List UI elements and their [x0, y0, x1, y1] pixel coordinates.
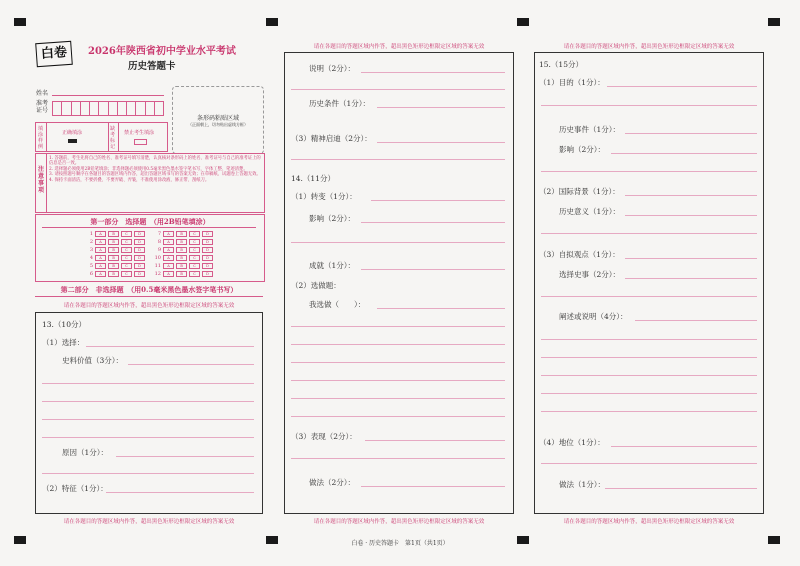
choice-option-bubble[interactable]: C — [121, 247, 132, 253]
choice-question-number: 6 — [89, 271, 93, 277]
page-footer: 白卷 · 历史答题卡 第1页（共1页） — [351, 540, 449, 547]
choice-option-bubble[interactable]: C — [189, 239, 200, 245]
choice-question-row — [86, 255, 145, 261]
choice-option-bubble[interactable]: A — [95, 271, 106, 277]
choice-option-bubble[interactable]: C — [121, 239, 132, 245]
choice-option-bubble[interactable]: A — [95, 255, 106, 261]
area-warning: 请在各题目的答题区域内作答，超出黑色矩形边框限定区域的答案无效 — [63, 519, 235, 525]
barcode-note: （正面朝上，切勿贴出虚线方框） — [188, 122, 248, 127]
q15-4-method-label: 做法（1分）： — [559, 480, 606, 489]
absent-note: 禁止考生填涂 — [124, 130, 155, 136]
q13-2-explain-label: 说明（2分）： — [309, 64, 356, 73]
choice-option-bubble[interactable]: A — [163, 263, 174, 269]
choice-question-row — [86, 239, 145, 245]
choice-option-bubble[interactable]: A — [95, 231, 106, 237]
q13-2-history-label: 历史条件（1分）： — [309, 99, 371, 108]
choice-option-bubble[interactable]: C — [189, 231, 200, 237]
q14-2-label: （2）选做题： — [291, 281, 341, 290]
timing-mark — [14, 536, 26, 544]
timing-mark — [266, 536, 278, 544]
choice-option-bubble[interactable]: D — [134, 231, 145, 237]
choice-option-bubble[interactable]: C — [121, 271, 132, 277]
choice-option-bubble[interactable]: A — [163, 271, 174, 277]
choice-option-bubble[interactable]: B — [108, 247, 119, 253]
part2-title: 第二部分 非选择题 （用0.5毫米黑色墨水签字笔书写） — [60, 285, 238, 294]
note-item: 2. 选择题必须使用2B铅笔填涂；非选择题必须使用0.5毫米黑色墨水签字笔书写，字体工整、笔迹清楚。 — [49, 166, 248, 172]
choice-option-bubble[interactable]: B — [108, 271, 119, 277]
exam-id-boxes[interactable] — [52, 101, 164, 116]
choice-option-bubble[interactable]: B — [176, 239, 187, 245]
choice-option-bubble[interactable]: D — [202, 231, 213, 237]
choice-question-row — [86, 263, 145, 269]
q13-1-reason-label: 原因（1分）： — [62, 448, 109, 457]
choice-question-row — [86, 231, 145, 237]
q13-head: 13.（10分） — [42, 320, 86, 329]
q15-1-event-label: 历史事件（1分）： — [559, 125, 621, 134]
choice-question-number: 4 — [89, 255, 93, 261]
choice-question-row — [154, 255, 213, 261]
choice-question-row — [154, 271, 213, 277]
notes-label: 注意事项 — [38, 166, 45, 194]
choice-question-number: 5 — [89, 263, 93, 269]
timing-mark — [768, 536, 780, 544]
choice-question-number: 12 — [154, 271, 161, 277]
choice-option-bubble[interactable]: D — [202, 247, 213, 253]
q13-1-label: （1）选择： — [42, 338, 85, 347]
choice-question-number: 11 — [154, 263, 161, 269]
choice-question-number: 10 — [154, 255, 161, 261]
choice-option-bubble[interactable]: B — [176, 263, 187, 269]
choice-question-number: 1 — [89, 231, 93, 237]
exam-id-label: 准考证号 — [36, 100, 49, 114]
choice-option-bubble[interactable]: B — [176, 231, 187, 237]
choice-question-row — [154, 247, 213, 253]
choice-question-row — [154, 239, 213, 245]
choice-question-number: 7 — [157, 231, 161, 237]
q15-3-explain-label: 阐述或说明（4分）： — [559, 312, 628, 321]
choice-option-bubble[interactable]: B — [176, 247, 187, 253]
fill-label: 填涂样例 — [38, 126, 44, 150]
timing-mark — [517, 536, 529, 544]
timing-mark — [768, 18, 780, 26]
choice-question-number: 2 — [89, 239, 93, 245]
q13-14-answer-box — [284, 52, 514, 514]
choice-option-bubble[interactable]: D — [134, 239, 145, 245]
part1-title: 第一部分 选择题 （用2B铅笔填涂） — [90, 217, 210, 226]
absent-label: 缺考标记 — [110, 126, 116, 150]
choice-option-bubble[interactable]: B — [108, 239, 119, 245]
timing-mark — [266, 18, 278, 26]
note-item: 1. 答题前，考生先将自己的姓名、准考证号填写清楚，认真核对条形码上的姓名、准考证号与自己的准考证上的信息是否一致。 — [49, 156, 261, 167]
area-warning: 请在各题目的答题区域内作答，超出黑色矩形边框限定区域的答案无效 — [563, 44, 735, 50]
fill-sample-box — [35, 122, 168, 152]
q15-1-label: （1）目的（1分）： — [539, 78, 605, 87]
note-item: 3. 请按照题号顺序在各题目的答题区域内作答，超出答题区域书写的答案无效；在草稿纸、试题卷上答题无效。 — [49, 172, 261, 178]
barcode-area — [172, 86, 264, 154]
name-label: 姓名 — [36, 90, 49, 97]
card-subtitle: 历史答题卡 — [128, 61, 176, 72]
choice-option-bubble[interactable]: D — [134, 255, 145, 261]
choice-option-bubble[interactable]: D — [202, 271, 213, 277]
choice-option-bubble[interactable]: B — [108, 231, 119, 237]
choice-option-bubble[interactable]: B — [108, 263, 119, 269]
choice-option-bubble[interactable]: C — [189, 271, 200, 277]
choice-option-bubble[interactable]: C — [121, 231, 132, 237]
fill-correct-label: 正确填涂 — [62, 130, 83, 136]
q13-3-label: （3）精神启迪（2分）： — [291, 134, 372, 143]
choice-option-bubble[interactable]: A — [163, 255, 174, 261]
choice-option-bubble[interactable]: A — [95, 247, 106, 253]
choice-option-bubble[interactable]: A — [163, 239, 174, 245]
choice-option-bubble[interactable]: C — [189, 247, 200, 253]
fill-correct-sample — [68, 139, 77, 143]
choice-option-bubble[interactable]: D — [202, 255, 213, 261]
q13-answer-box — [35, 312, 263, 514]
q14-2-choose-label: 我选做（ ）： — [309, 300, 366, 309]
choice-option-bubble[interactable]: A — [163, 231, 174, 237]
q14-1-result-label: 成就（1分）： — [309, 261, 356, 270]
choice-option-bubble[interactable]: B — [108, 255, 119, 261]
choice-option-bubble[interactable]: D — [202, 263, 213, 269]
choice-option-bubble[interactable]: C — [189, 263, 200, 269]
choice-option-bubble[interactable]: C — [121, 263, 132, 269]
choice-question-number: 3 — [89, 247, 93, 253]
choice-question-row — [154, 231, 213, 237]
choice-question-row — [86, 271, 145, 277]
q15-2-meaning-label: 历史意义（1分）： — [559, 207, 621, 216]
choice-question-number: 8 — [157, 239, 161, 245]
timing-mark — [517, 18, 529, 26]
choice-option-bubble[interactable]: D — [134, 271, 145, 277]
area-warning: 请在各题目的答题区域内作答，超出黑色矩形边框限定区域的答案无效 — [313, 519, 485, 525]
choice-option-bubble[interactable]: A — [95, 263, 106, 269]
choice-option-bubble[interactable]: B — [176, 255, 187, 261]
q15-1-impact-label: 影响（2分）： — [559, 145, 606, 154]
choice-section — [35, 214, 265, 282]
area-warning: 请在各题目的答题区域内作答，超出黑色矩形边框限定区域的答案无效 — [563, 519, 735, 525]
q15-answer-box — [534, 52, 764, 514]
choice-option-bubble[interactable]: A — [95, 239, 106, 245]
name-field[interactable] — [52, 95, 164, 96]
choice-question-row — [86, 247, 145, 253]
q14-3-label: （3）表现（2分）： — [291, 432, 357, 441]
note-item: 4. 保持卡面清洁，不要折叠、不要弄破、弄皱，不准使用涂改液、修正带、刮纸刀。 — [49, 177, 210, 183]
notes-box — [35, 153, 265, 213]
absent-checkbox[interactable] — [134, 139, 147, 145]
choice-option-bubble[interactable]: C — [189, 255, 200, 261]
q14-head: 14.（11分） — [291, 174, 335, 183]
q14-1-impact-label: 影响（2分）： — [309, 214, 356, 223]
choice-option-bubble[interactable]: D — [134, 247, 145, 253]
choice-option-bubble[interactable]: D — [134, 263, 145, 269]
area-warning: 请在各题目的答题区域内作答，超出黑色矩形边框限定区域的答案无效 — [313, 44, 485, 50]
q13-1-value-label: 史料价值（3分）： — [62, 356, 124, 365]
choice-option-bubble[interactable]: D — [202, 239, 213, 245]
q15-3-event-label: 选择史事（2分）： — [559, 270, 621, 279]
q14-1-label: （1）转变（1分）： — [291, 192, 357, 201]
q13-2-label: （2）特征（1分）： — [42, 484, 108, 493]
choice-question-row — [154, 263, 213, 269]
area-warning: 请在各题目的答题区域内作答，超出黑色矩形边框限定区域的答案无效 — [63, 303, 235, 309]
q15-3-label: （3）自拟观点（1分）： — [539, 250, 620, 259]
choice-question-number: 9 — [157, 247, 161, 253]
q15-4-label: （4）地位（1分）： — [539, 438, 605, 447]
exam-title: 2026年陕西省初中学业水平考试 — [88, 46, 236, 57]
q14-3-method-label: 做法（2分）： — [309, 478, 356, 487]
choice-option-bubble[interactable]: A — [163, 247, 174, 253]
q15-2-label: （2）国际背景（1分）： — [539, 187, 620, 196]
timing-mark — [14, 18, 26, 26]
barcode-title: 条形码粘贴区域 — [196, 115, 239, 122]
badge: 白卷 — [35, 41, 73, 67]
q15-head: 15.（15分） — [539, 60, 583, 69]
choice-option-bubble[interactable]: C — [121, 255, 132, 261]
choice-option-bubble[interactable]: B — [176, 271, 187, 277]
